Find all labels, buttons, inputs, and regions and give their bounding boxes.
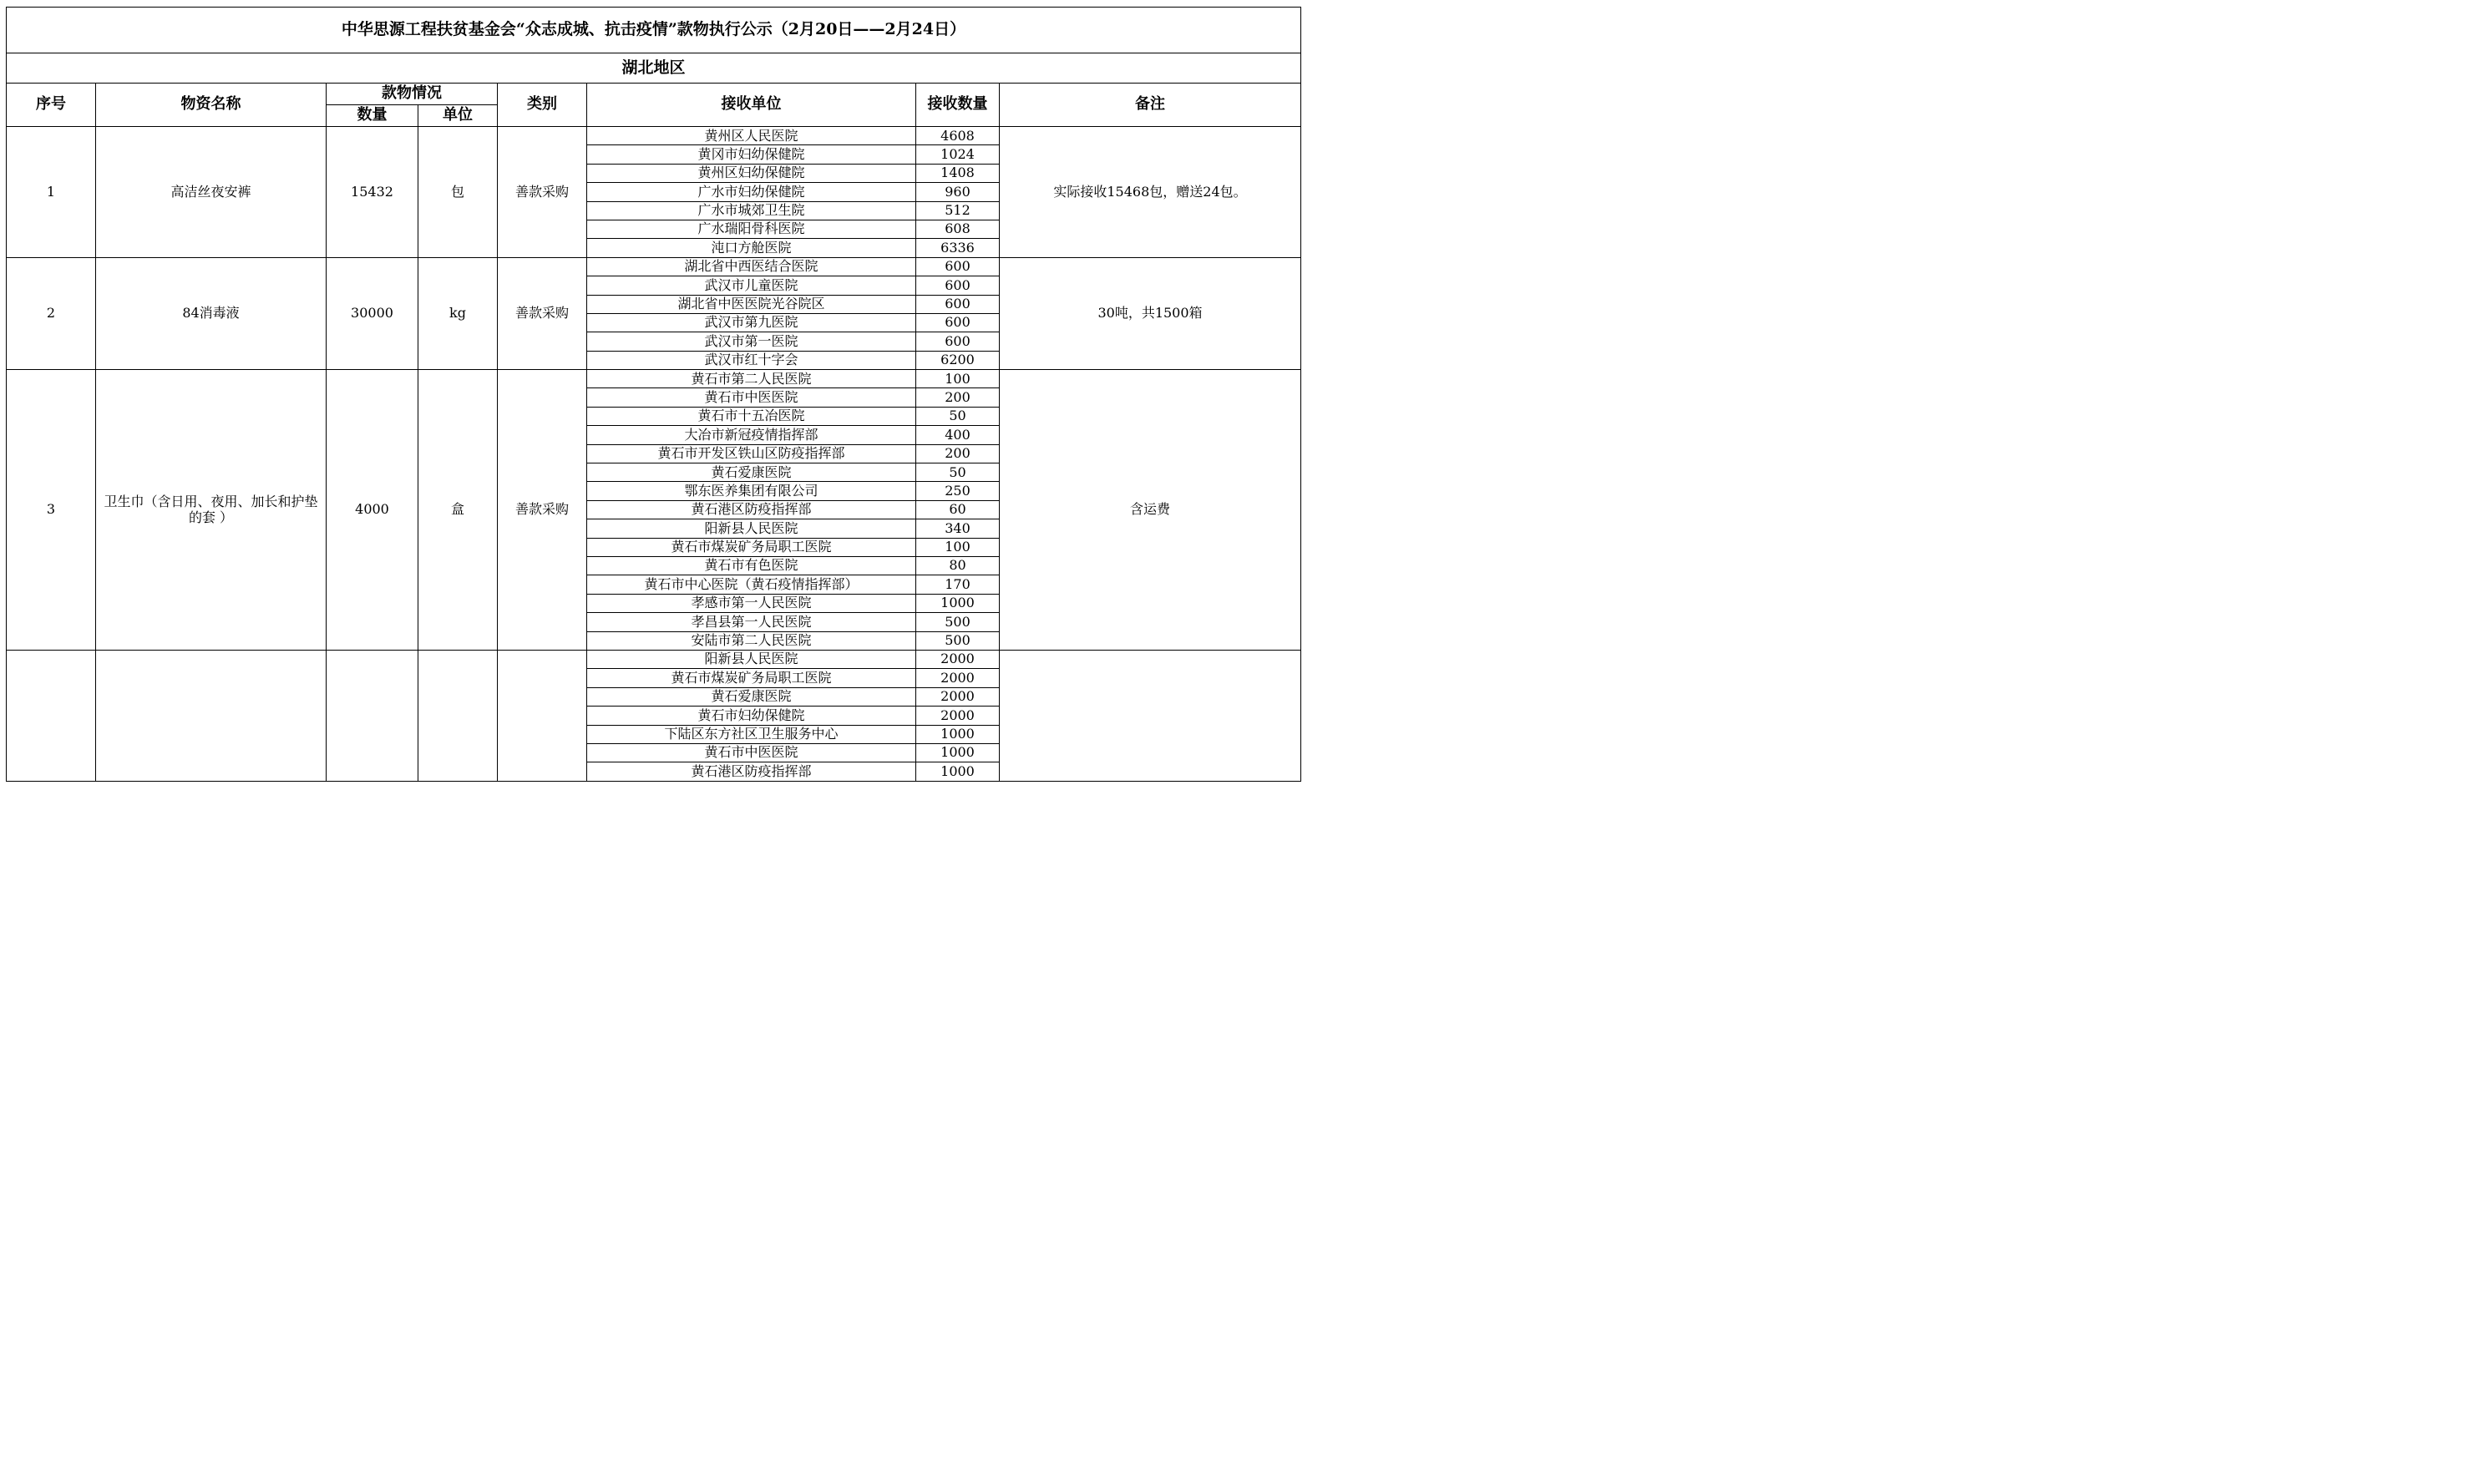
receiver-name: 黄石爱康医院 <box>587 687 916 706</box>
receiver-qty: 100 <box>916 370 1000 388</box>
item-category: 善款采购 <box>498 127 587 258</box>
receiver-name: 黄石市妇幼保健院 <box>587 707 916 725</box>
receiver-qty: 2000 <box>916 707 1000 725</box>
receiver-qty: 2000 <box>916 687 1000 706</box>
receiver-name: 黄石市中医医院 <box>587 743 916 762</box>
receiver-name: 黄石港区防疫指挥部 <box>587 500 916 519</box>
receiver-qty: 100 <box>916 538 1000 556</box>
item-index: 1 <box>7 127 96 258</box>
receiver-qty: 600 <box>916 313 1000 332</box>
receiver-qty: 50 <box>916 463 1000 482</box>
receiver-name: 武汉市第一医院 <box>587 332 916 351</box>
receiver-qty: 200 <box>916 388 1000 407</box>
item-name <box>96 650 327 781</box>
receiver-qty: 1000 <box>916 743 1000 762</box>
receiver-qty: 500 <box>916 613 1000 631</box>
item-quantity: 4000 <box>327 370 418 651</box>
page-title: 中华思源工程扶贫基金会“众志成城、抗击疫情”款物执行公示（2月20日——2月24日） <box>7 8 1301 53</box>
region-title: 湖北地区 <box>7 53 1301 84</box>
receiver-qty: 600 <box>916 332 1000 351</box>
item-quantity: 30000 <box>327 257 418 369</box>
receiver-qty: 600 <box>916 276 1000 295</box>
receiver-name: 鄂东医养集团有限公司 <box>587 482 916 500</box>
item-unit: kg <box>418 257 498 369</box>
receiver-qty: 500 <box>916 631 1000 650</box>
table-row <box>7 127 1301 145</box>
item-unit: 盒 <box>418 370 498 651</box>
receiver-name: 黄州区妇幼保健院 <box>587 164 916 182</box>
receiver-name: 黄石市煤炭矿务局职工医院 <box>587 669 916 687</box>
receiver-name: 大冶市新冠疫情指挥部 <box>587 426 916 444</box>
item-note: 含运费 <box>1000 370 1301 651</box>
receiver-qty: 60 <box>916 500 1000 519</box>
donation-table <box>6 7 1301 782</box>
table-row <box>7 370 1301 388</box>
receiver-name: 武汉市红十字会 <box>587 351 916 369</box>
receiver-qty: 960 <box>916 183 1000 201</box>
item-unit <box>418 650 498 781</box>
item-note <box>1000 650 1301 781</box>
receiver-name: 黄石市中医医院 <box>587 388 916 407</box>
receiver-qty: 600 <box>916 257 1000 276</box>
receiver-qty: 250 <box>916 482 1000 500</box>
receiver-name: 黄石市十五冶医院 <box>587 407 916 425</box>
header-goods: 款物情况 <box>327 84 498 105</box>
receiver-name: 广水市城郊卫生院 <box>587 201 916 220</box>
item-quantity <box>327 650 418 781</box>
receiver-qty: 80 <box>916 556 1000 575</box>
receiver-name: 下陆区东方社区卫生服务中心 <box>587 725 916 743</box>
header-name: 物资名称 <box>96 84 327 127</box>
receiver-name: 黄石港区防疫指挥部 <box>587 762 916 781</box>
receiver-name: 孝昌县第一人民医院 <box>587 613 916 631</box>
receiver-qty: 50 <box>916 407 1000 425</box>
receiver-name: 黄石市有色医院 <box>587 556 916 575</box>
receiver-name: 阳新县人民医院 <box>587 519 916 538</box>
receiver-name: 广水市妇幼保健院 <box>587 183 916 201</box>
receiver-qty: 1000 <box>916 725 1000 743</box>
item-category: 善款采购 <box>498 257 587 369</box>
receiver-name: 武汉市儿童医院 <box>587 276 916 295</box>
item-name: 84消毒液 <box>96 257 327 369</box>
item-index: 2 <box>7 257 96 369</box>
receiver-name: 黄石市中心医院（黄石疫情指挥部） <box>587 575 916 594</box>
receiver-name: 湖北省中西医结合医院 <box>587 257 916 276</box>
table-row <box>7 257 1301 276</box>
receiver-name: 孝感市第一人民医院 <box>587 594 916 612</box>
receiver-qty: 600 <box>916 295 1000 313</box>
receiver-name: 安陆市第二人民医院 <box>587 631 916 650</box>
item-quantity: 15432 <box>327 127 418 258</box>
receiver-qty: 1024 <box>916 145 1000 164</box>
receiver-name: 黄石爱康医院 <box>587 463 916 482</box>
receiver-qty: 400 <box>916 426 1000 444</box>
receiver-qty: 608 <box>916 220 1000 238</box>
table-row <box>7 650 1301 668</box>
receiver-name: 黄州区人民医院 <box>587 127 916 145</box>
receiver-qty: 340 <box>916 519 1000 538</box>
header-received-qty: 接收数量 <box>916 84 1000 127</box>
receiver-name: 阳新县人民医院 <box>587 650 916 668</box>
receiver-name: 武汉市第九医院 <box>587 313 916 332</box>
receiver-qty: 1000 <box>916 762 1000 781</box>
item-note: 30吨，共1500箱 <box>1000 257 1301 369</box>
receiver-name: 黄石市煤炭矿务局职工医院 <box>587 538 916 556</box>
receiver-name: 湖北省中医医院光谷院区 <box>587 295 916 313</box>
receiver-qty: 2000 <box>916 669 1000 687</box>
receiver-name: 黄冈市妇幼保健院 <box>587 145 916 164</box>
receiver-qty: 200 <box>916 444 1000 463</box>
header-index: 序号 <box>7 84 96 127</box>
receiver-qty: 6336 <box>916 239 1000 257</box>
header-unit: 单位 <box>418 105 498 127</box>
header-quantity: 数量 <box>327 105 418 127</box>
item-index: 3 <box>7 370 96 651</box>
receiver-qty: 170 <box>916 575 1000 594</box>
receiver-qty: 1408 <box>916 164 1000 182</box>
item-category: 善款采购 <box>498 370 587 651</box>
receiver-name: 黄石市开发区铁山区防疫指挥部 <box>587 444 916 463</box>
receiver-qty: 2000 <box>916 650 1000 668</box>
header-note: 备注 <box>1000 84 1301 127</box>
header-category: 类别 <box>498 84 587 127</box>
receiver-qty: 1000 <box>916 594 1000 612</box>
item-unit: 包 <box>418 127 498 258</box>
receiver-name: 黄石市第二人民医院 <box>587 370 916 388</box>
receiver-qty: 4608 <box>916 127 1000 145</box>
item-note: 实际接收15468包，赠送24包。 <box>1000 127 1301 258</box>
receiver-name: 沌口方舱医院 <box>587 239 916 257</box>
item-name: 高洁丝夜安裤 <box>96 127 327 258</box>
receiver-qty: 6200 <box>916 351 1000 369</box>
item-index <box>7 650 96 781</box>
item-category <box>498 650 587 781</box>
receiver-qty: 512 <box>916 201 1000 220</box>
receiver-name: 广水瑞阳骨科医院 <box>587 220 916 238</box>
header-receiver: 接收单位 <box>587 84 916 127</box>
item-name: 卫生巾（含日用、夜用、加长和护垫的套 ） <box>96 370 327 651</box>
